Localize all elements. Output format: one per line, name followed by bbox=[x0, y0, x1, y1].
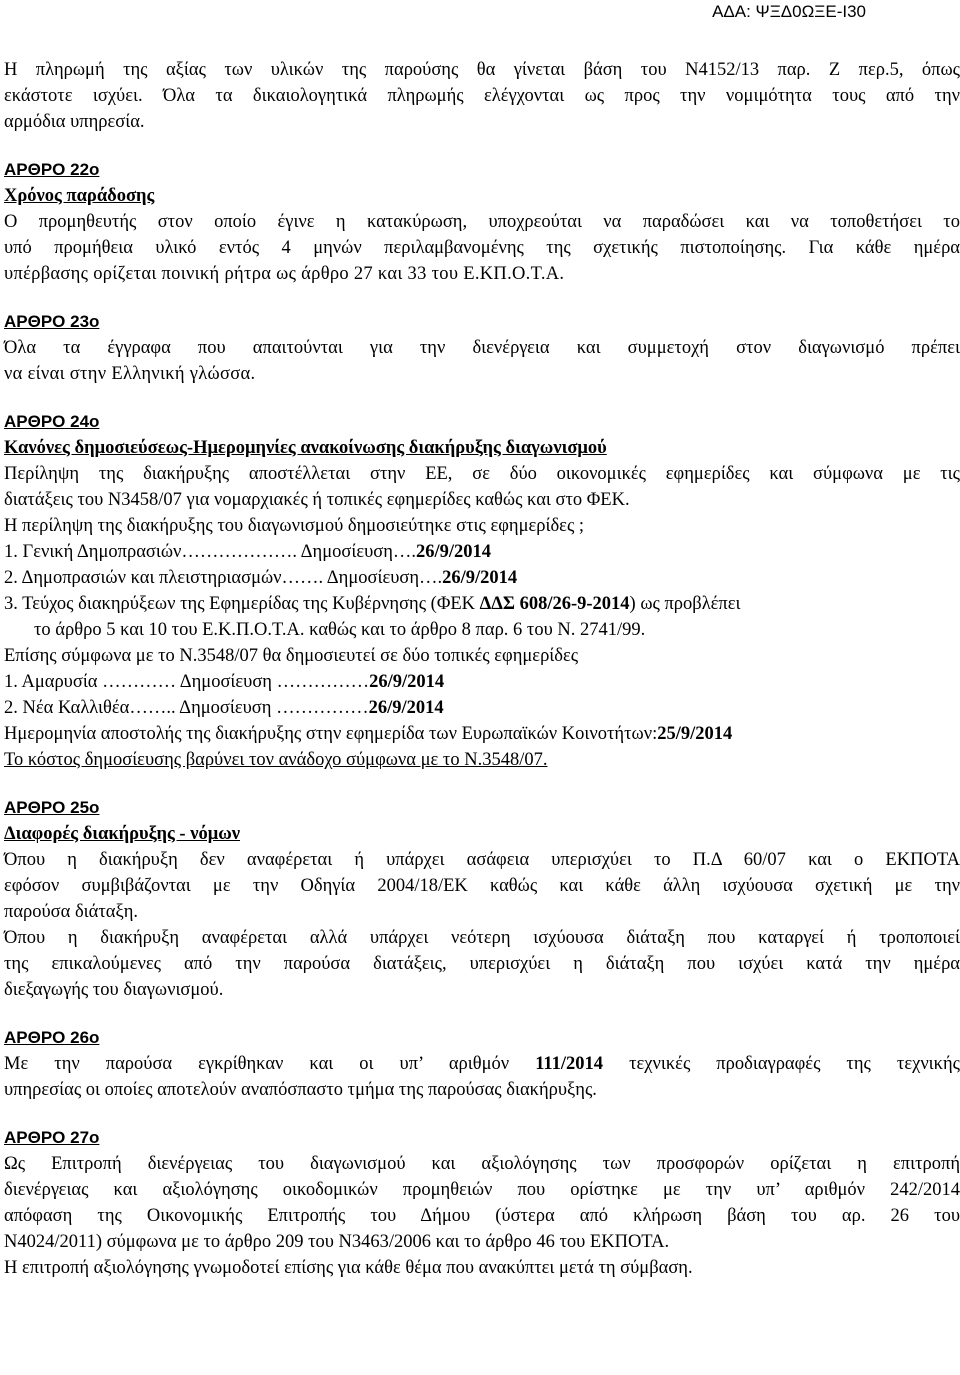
article-23-line-2: να είναι στην Ελληνική γλώσσα. bbox=[4, 364, 256, 384]
intro-line-3: αρμόδια υπηρεσία. bbox=[4, 112, 145, 132]
article-27-line-5: Η επιτροπή αξιολόγησης γνωμοδοτεί επίσης για κάθε θέμα που ανακύπτει μετά τη σύμβαση. bbox=[4, 1258, 693, 1278]
eu-sending-date bbox=[4, 721, 960, 747]
publication-item-1-date: 26/9/2014 bbox=[416, 542, 492, 562]
local-item-1-date: 26/9/2014 bbox=[369, 672, 445, 692]
article-24-subtitle: Κανόνες δημοσιεύσεως-Ημερομηνίες ανακοίνωσης διακήρυξης διαγωνισμού bbox=[4, 438, 607, 458]
document-body bbox=[4, 57, 960, 1281]
publication-item-3-end: ) ως προβλέπει bbox=[629, 594, 741, 614]
intro-line-2: εκάστοτε ισχύει. Όλα τα δικαιολογητικά πληρωμής ελέγχονται ως προς την νομιμότητα τους από την bbox=[4, 86, 960, 106]
article-26-heading: ΑΡΘΡΟ 26ο bbox=[4, 1028, 100, 1047]
article-27-line-2: διενέργειας και αξιολόγησης οικοδομικών προμηθειών που ορίστηκε με την υπ’ αριθμόν 242/2014 bbox=[4, 1180, 960, 1200]
article-22-line-2: υπό προμήθεια υλικό εντός 4 μηνών περιλαμβανομένης της σχετικής πιστοποίησης. Για κάθε ημέρα bbox=[4, 238, 960, 258]
article-24-line-3: Η περίληψη της διακήρυξης του διαγωνισμού δημοσιεύτηκε στις εφημερίδες ; bbox=[4, 516, 585, 536]
spec-number: 111/2014 bbox=[535, 1054, 604, 1074]
publication-item-3-text: 3. Τεύχος διακηρύξεων της Εφημερίδας της Κυβέρνησης (ΦΕΚ bbox=[4, 594, 480, 614]
article-24-line-2: διατάξεις του Ν3458/07 για νομαρχιακές ή τοπικές εφημερίδες καθώς και στο ΦΕΚ. bbox=[4, 490, 630, 510]
publication-cost: Το κόστος δημοσίευσης βαρύνει τον ανάδοχο σύμφωνα με το Ν.3548/07. bbox=[4, 750, 548, 770]
article-27-heading: ΑΡΘΡΟ 27ο bbox=[4, 1128, 100, 1147]
article-22-line-1: Ο προμηθευτής στον οποίο έγινε η κατακύρωση, υποχρεούται να παραδώσει και να τοποθετήσει το bbox=[4, 212, 960, 232]
article-25-subtitle: Διαφορές διακήρυξης - νόμων bbox=[4, 824, 240, 844]
local-item-1 bbox=[4, 669, 960, 695]
article-25-line-2: εφόσον συμβιβάζονται με την Οδηγία 2004/18/ΕΚ καθώς και κάθε άλλη ισχύουσα σχετική με την bbox=[4, 876, 960, 896]
local-item-2 bbox=[4, 695, 960, 721]
article-27-line-1: Ως Επιτροπή διενέργειας του διαγωνισμού και αξιολόγησης των προσφορών ορίζεται η επιτροπή bbox=[4, 1154, 960, 1174]
publication-item-2-label: 2. Δημοπρασιών και πλειστηριασμών……. Δημοσίευση…. bbox=[4, 568, 443, 588]
article-26-line-2: υπηρεσίας οι οποίες αποτελούν αναπόσπαστο τμήμα της παρούσας διακήρυξης. bbox=[4, 1080, 597, 1100]
article-25-line-4: Όπου η διακήρυξη αναφέρεται αλλά υπάρχει νεότερη ισχύουσα διάταξη που καταργεί ή τροποποιεί bbox=[4, 928, 960, 948]
article-25-line-3: παρούσα διάταξη. bbox=[4, 902, 139, 922]
article-23-line-1: Όλα τα έγγραφα που απαιτούνται για την διενέργεια και συμμετοχή στον διαγωνισμό πρέπει bbox=[4, 338, 960, 358]
article-27-line-4: Ν4024/2011) σύμφωνα με το άρθρο 209 του Ν3463/2006 και το άρθρο 46 του ΕΚΠΟΤΑ. bbox=[4, 1232, 670, 1252]
article-26-line-1 bbox=[4, 1051, 960, 1077]
article-23-heading: ΑΡΘΡΟ 23ο bbox=[4, 312, 100, 331]
article-25-line-1: Όπου η διακήρυξη δεν αναφέρεται ή υπάρχει ασάφεια υπερισχύει το Π.Δ 60/07 και ο ΕΚΠΟΤΑ bbox=[4, 850, 960, 870]
publication-item-2 bbox=[4, 565, 960, 591]
article-25-heading: ΑΡΘΡΟ 25ο bbox=[4, 798, 100, 817]
intro-line-1: Η πληρωμή της αξίας των υλικών της παρούσης θα γίνεται βάση του Ν4152/13 παρ. Ζ περ.5, όπως bbox=[4, 60, 960, 80]
article-24-line-1: Περίληψη της διακήρυξης αποστέλλεται στην ΕΕ, σε δύο οικονομικές εφημερίδες και σύμφωνα με τις bbox=[4, 464, 960, 484]
article-24-line-4: Επίσης σύμφωνα με το Ν.3548/07 θα δημοσιευτεί σε δύο τοπικές εφημερίδες bbox=[4, 646, 579, 666]
article-25-line-6: διεξαγωγής του διαγωνισμού. bbox=[4, 980, 224, 1000]
article-27-line-3: απόφαση της Οικονομικής Επιτροπής του Δήμου (ύστερα από κλήρωση βάση του αρ. 26 του bbox=[4, 1206, 960, 1226]
local-item-1-label: 1. Αμαρυσία ………… Δημοσίευση …………… bbox=[4, 672, 370, 692]
eu-sending-date-label: Ημερομηνία αποστολής της διακήρυξης στην εφημερίδα των Ευρωπαϊκών Κοινοτήτων: bbox=[4, 724, 658, 744]
article-22-heading: ΑΡΘΡΟ 22ο bbox=[4, 160, 100, 179]
publication-item-3 bbox=[4, 591, 960, 617]
article-25-line-5: της επικαλούμενες από την παρούσα διατάξεις, υπερισχύει η διάταξη που ισχύει κατά την ημέρα bbox=[4, 954, 960, 974]
article-22-line-3: υπέρβασης ορίζεται ποινική ρήτρα ως άρθρο 27 και 33 του Ε.ΚΠ.Ο.Τ.Α. bbox=[4, 264, 565, 284]
publication-item-1 bbox=[4, 539, 960, 565]
article-24-heading: ΑΡΘΡΟ 24ο bbox=[4, 412, 100, 431]
article-26-text-a: Με την παρούσα εγκρίθηκαν και οι υπ’ αριθμόν bbox=[4, 1054, 536, 1074]
fek-reference: ΔΔΣ 608/26-9-2014 bbox=[479, 594, 630, 614]
ada-code: ΑΔΑ: ΨΞΔ0ΩΞΕ-Ι30 bbox=[712, 2, 866, 21]
article-22-subtitle: Χρόνος παράδοσης bbox=[4, 186, 155, 206]
publication-item-1-label: 1. Γενική Δημοπρασιών………………. Δημοσίευση…. bbox=[4, 542, 417, 562]
eu-sending-date-value: 25/9/2014 bbox=[657, 724, 733, 744]
publication-item-3-line-2: το άρθρο 5 και 10 του Ε.Κ.Π.Ο.Τ.Α. καθώς και το άρθρο 8 παρ. 6 του Ν. 2741/99. bbox=[34, 620, 646, 640]
local-item-2-date: 26/9/2014 bbox=[368, 698, 444, 718]
local-item-2-label: 2. Νέα Καλλιθέα…….. Δημοσίευση …………… bbox=[4, 698, 369, 718]
publication-item-2-date: 26/9/2014 bbox=[442, 568, 518, 588]
article-26-text-c: τεχνικές προδιαγραφές της τεχνικής bbox=[603, 1054, 960, 1074]
